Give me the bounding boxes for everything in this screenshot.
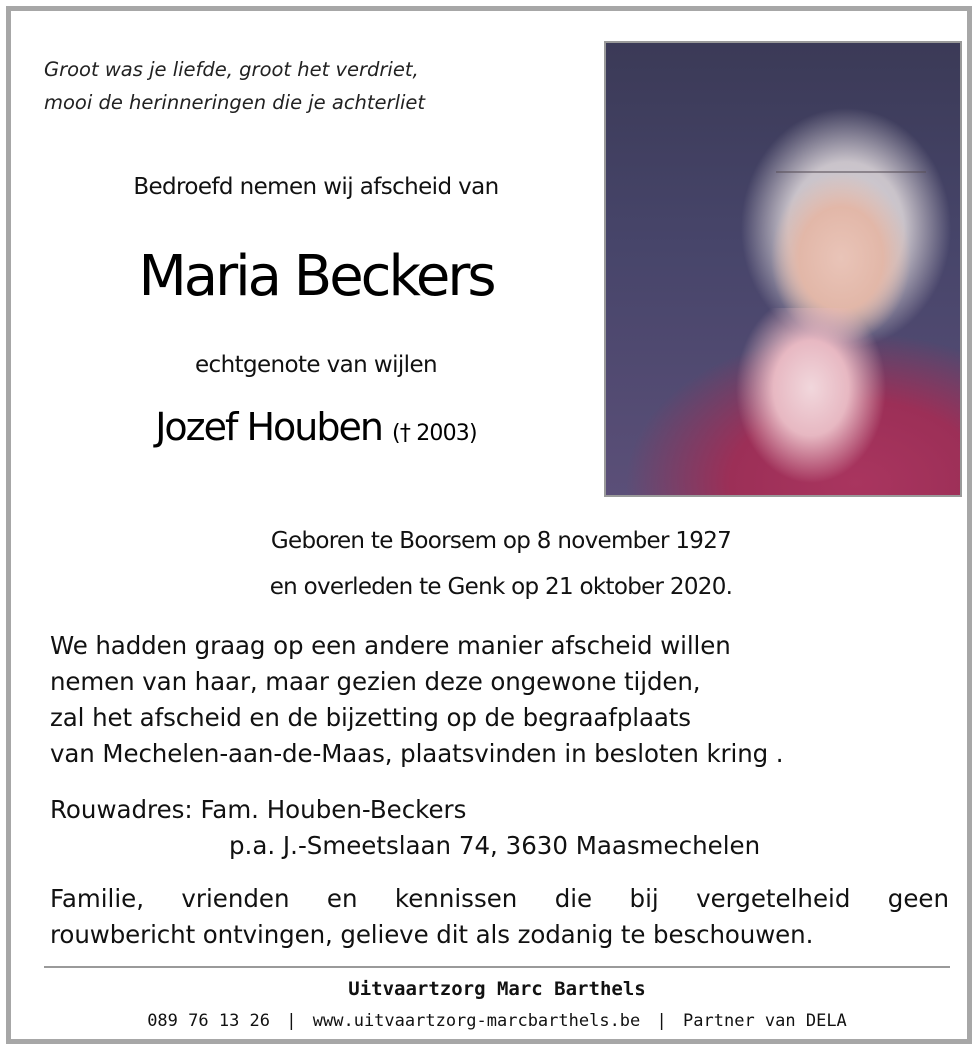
poem-line-1: Groot was je liefde, groot het verdriet, bbox=[44, 58, 419, 81]
notice-line-2: rouwbericht ontvingen, gelieve dit als zodanig te beschouwen. bbox=[50, 920, 814, 949]
phone-number: 089 76 13 26 bbox=[147, 1011, 271, 1031]
message-line: zal het afscheid en de bijzetting op de begraafplaats bbox=[50, 703, 691, 732]
poem-line-2: mooi de herinneringen die je achterliet bbox=[44, 91, 426, 114]
photo-glasses-shape bbox=[776, 171, 926, 213]
spouse-death-year: († 2003) bbox=[392, 421, 477, 446]
message-line: nemen van haar, maar gezien deze ongewone tijden, bbox=[50, 667, 701, 696]
message-line: van Mechelen-aan-de-Maas, plaatsvinden in besloten kring . bbox=[50, 739, 784, 768]
birth-date: Geboren te Boorsem op 8 november 1927 bbox=[270, 528, 732, 554]
message bbox=[50, 628, 950, 772]
obituary-frame bbox=[6, 6, 972, 1044]
photo-scarf-shape bbox=[736, 308, 886, 498]
spouse-label: echtgenote van wijlen bbox=[195, 352, 437, 378]
message-line: We hadden graag op een andere manier afscheid willen bbox=[50, 631, 731, 660]
address-line-2: p.a. J.-Smeetslaan 74, 3630 Maasmechelen bbox=[229, 831, 761, 860]
deceased-name: Maria Beckers bbox=[138, 244, 494, 309]
mourning-address bbox=[50, 792, 950, 864]
notice-line-1: Familie, vrienden en kennissen die bij vergetelheid geen bbox=[50, 884, 949, 913]
funeral-contact bbox=[44, 1005, 950, 1037]
footer-divider bbox=[44, 966, 950, 968]
address-line-1: Rouwadres: Fam. Houben-Beckers bbox=[50, 795, 467, 824]
spouse-line bbox=[31, 399, 601, 462]
separator: | bbox=[656, 1011, 667, 1031]
funeral-company: Uitvaartzorg Marc Barthels bbox=[348, 978, 646, 1000]
life-dates bbox=[201, 518, 801, 610]
separator: | bbox=[286, 1011, 297, 1031]
death-date: en overleden te Genk op 21 oktober 2020. bbox=[269, 574, 733, 600]
portrait-photo bbox=[604, 41, 962, 497]
notice bbox=[50, 881, 949, 953]
intro-text: Bedroefd nemen wij afscheid van bbox=[133, 174, 499, 200]
website-link[interactable]: www.uitvaartzorg-marcbarthels.be bbox=[312, 1011, 641, 1031]
spouse-name: Jozef Houben bbox=[155, 405, 382, 449]
poem bbox=[44, 53, 584, 119]
partner-text: Partner van DELA bbox=[683, 1011, 847, 1031]
